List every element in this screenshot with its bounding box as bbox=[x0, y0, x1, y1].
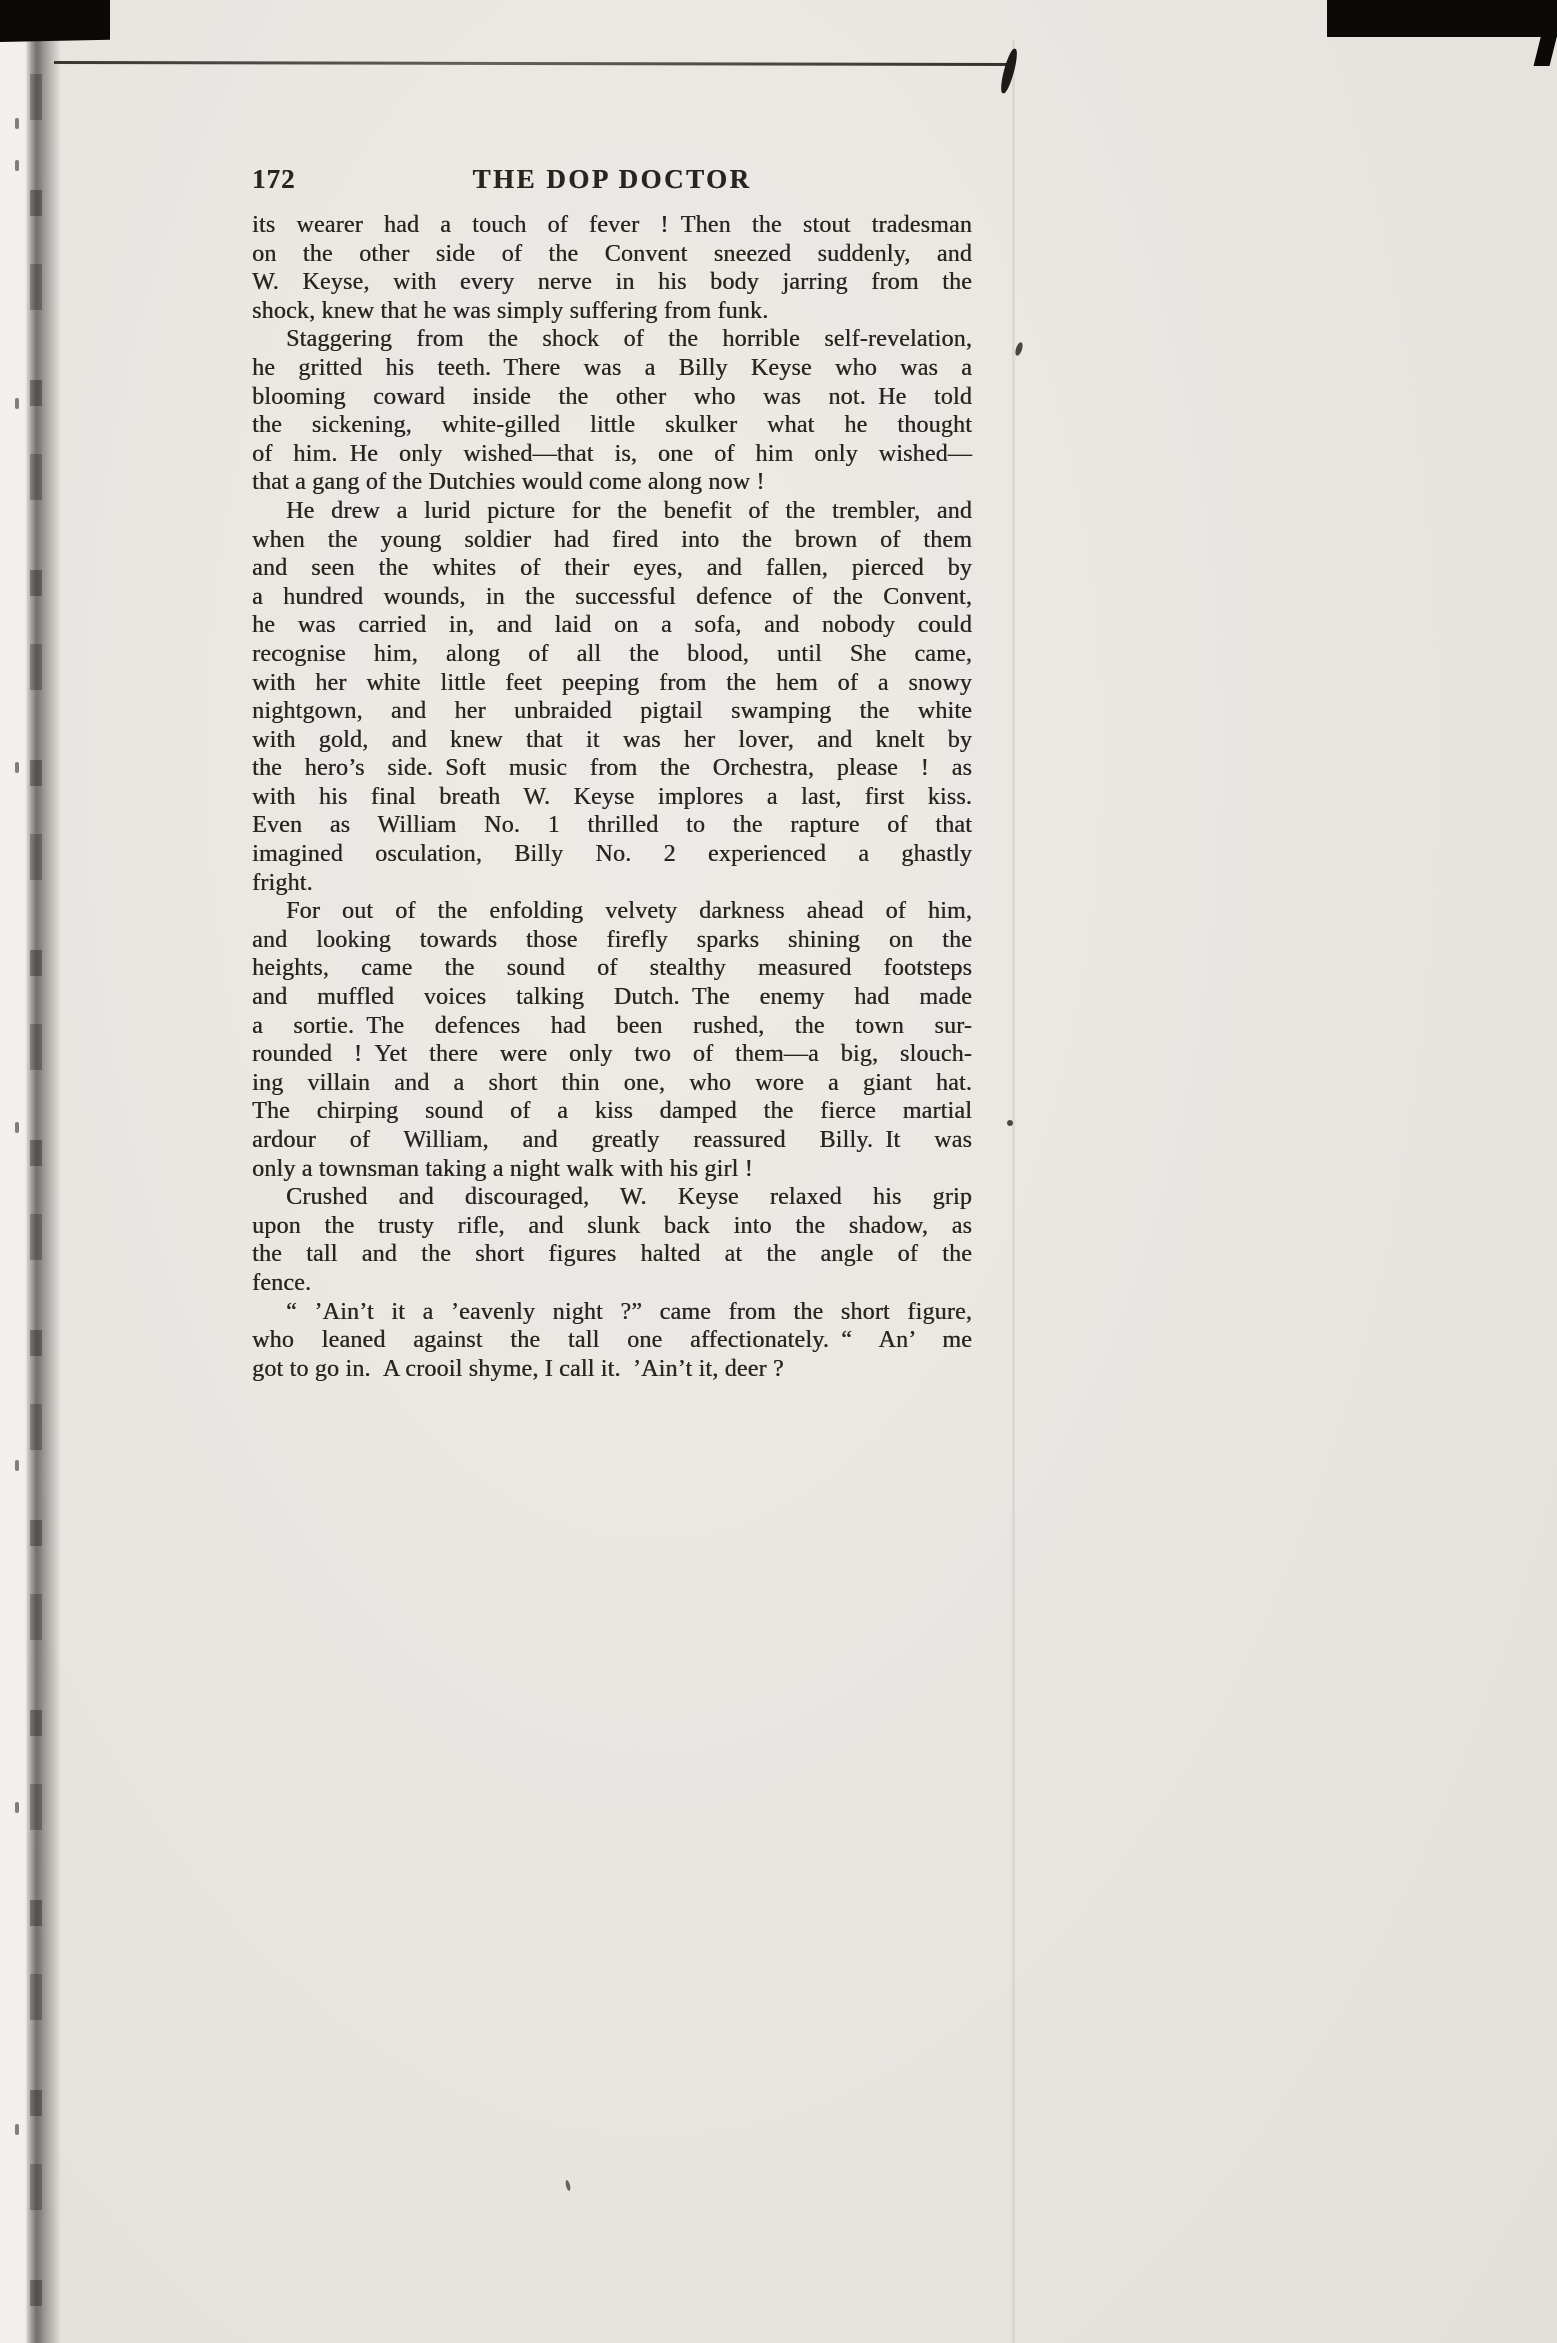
text-line: He drew a lurid picture for the benefit of the trembler, and bbox=[286, 497, 972, 524]
text-line: imagined osculation, Billy No. 2 experienced a ghastly bbox=[252, 841, 972, 868]
scan-page-edge-line bbox=[1012, 40, 1015, 2343]
scan-speck bbox=[565, 2180, 572, 2192]
text-line: blooming coward inside the other who was not. He told bbox=[252, 383, 972, 410]
page-number: 172 bbox=[252, 164, 296, 194]
scan-edge-mark bbox=[15, 762, 19, 773]
paragraph bbox=[252, 1183, 972, 1297]
text-block bbox=[252, 211, 972, 1383]
text-line: Crushed and discouraged, W. Keyse relaxed his grip bbox=[286, 1184, 972, 1211]
text-line: only a townsman taking a night walk with his girl ! bbox=[252, 1155, 753, 1182]
text-line: when the young soldier had fired into the brown of them bbox=[252, 526, 972, 553]
text-line: heights, came the sound of stealthy measured footsteps bbox=[252, 955, 972, 982]
paragraph bbox=[252, 497, 972, 897]
text-line: with gold, and knew that it was her lover, and knelt by bbox=[252, 726, 972, 753]
scan-speck bbox=[1014, 341, 1024, 356]
paragraph bbox=[252, 897, 972, 1183]
text-line: on the other side of the Convent sneezed suddenly, and bbox=[252, 240, 972, 267]
text-line: a hundred wounds, in the successful defence of the Convent, bbox=[252, 583, 972, 610]
scan-artifact-top-right-bar bbox=[1327, 0, 1557, 37]
text-line: and seen the whites of their eyes, and fallen, pierced by bbox=[252, 555, 972, 582]
scan-edge-mark bbox=[15, 398, 19, 409]
text-line: Even as William No. 1 thrilled to the rapture of that bbox=[252, 812, 972, 839]
running-header: THE DOP DOCTOR bbox=[472, 164, 752, 194]
text-line: fright. bbox=[252, 869, 313, 896]
scan-left-edge-streaks bbox=[30, 0, 42, 2343]
text-line: the hero’s side. Soft music from the Orchestra, please ! as bbox=[252, 755, 972, 782]
text-line: that a gang of the Dutchies would come along now ! bbox=[252, 469, 765, 496]
text-line: W. Keyse, with every nerve in his body jarring from the bbox=[252, 269, 972, 296]
text-line: he was carried in, and laid on a sofa, and nobody could bbox=[252, 612, 972, 639]
scan-edge-mark bbox=[15, 1122, 19, 1133]
text-line: the sickening, white-gilled little skulker what he thought bbox=[252, 412, 972, 439]
text-line: got to go in. A crooil shyme, I call it. ’Ain’t it, deer ? bbox=[252, 1355, 784, 1382]
text-line: of him. He only wished—that is, one of him only wished— bbox=[252, 440, 972, 467]
page-header bbox=[252, 164, 972, 200]
scan-corner-mark bbox=[998, 47, 1020, 94]
text-line: upon the trusty rifle, and slunk back into the shadow, as bbox=[252, 1212, 972, 1239]
text-line: its wearer had a touch of fever ! Then the stout tradesman bbox=[252, 212, 972, 238]
scan-edge-mark bbox=[15, 1460, 19, 1471]
text-line: ing villain and a short thin one, who wore a giant hat. bbox=[252, 1069, 972, 1096]
text-line: who leaned against the tall one affectionately. “ An’ me bbox=[252, 1327, 972, 1354]
text-line: and looking towards those firefly sparks shining on the bbox=[252, 926, 972, 953]
scan-top-rule-line bbox=[54, 61, 1014, 66]
scan-speck bbox=[1007, 1120, 1013, 1126]
text-line: nightgown, and her unbraided pigtail swamping the white bbox=[252, 698, 972, 725]
text-line: fence. bbox=[252, 1269, 312, 1296]
text-line: the tall and the short figures halted at the angle of the bbox=[252, 1241, 972, 1268]
scan-artifact-top-left-bar bbox=[0, 0, 110, 42]
text-line: For out of the enfolding velvety darkness ahead of him, bbox=[286, 898, 972, 925]
text-line: shock, knew that he was simply suffering from funk. bbox=[252, 297, 769, 324]
text-line: with her white little feet peeping from the hem of a snowy bbox=[252, 669, 972, 696]
text-line: recognise him, along of all the blood, until She came, bbox=[252, 640, 972, 667]
paragraph bbox=[252, 211, 972, 325]
text-line: ardour of William, and greatly reassured Billy. It was bbox=[252, 1127, 972, 1153]
scan-edge-mark bbox=[15, 118, 19, 129]
text-line: a sortie. The defences had been rushed, the town sur- bbox=[252, 1012, 972, 1039]
text-line: “ ’Ain’t it a ’eavenly night ?” came from the short figure, bbox=[286, 1298, 972, 1325]
scan-left-margin bbox=[0, 0, 27, 2343]
paragraph bbox=[252, 325, 972, 497]
text-line: The chirping sound of a kiss damped the fierce martial bbox=[252, 1098, 972, 1125]
paragraph bbox=[252, 1298, 972, 1384]
scan-edge-mark bbox=[15, 2124, 19, 2135]
text-line: he gritted his teeth. There was a Billy Keyse who was a bbox=[252, 354, 972, 381]
scan-edge-mark bbox=[15, 160, 19, 171]
text-line: rounded ! Yet there were only two of them—a big, slouch- bbox=[252, 1041, 972, 1068]
text-line: and muffled voices talking Dutch. The enemy had made bbox=[252, 984, 972, 1011]
text-line: Staggering from the shock of the horrible self-revelation, bbox=[286, 326, 972, 353]
scan-edge-mark bbox=[15, 1802, 19, 1813]
text-line: with his final breath W. Keyse implores a last, first kiss. bbox=[252, 783, 972, 810]
